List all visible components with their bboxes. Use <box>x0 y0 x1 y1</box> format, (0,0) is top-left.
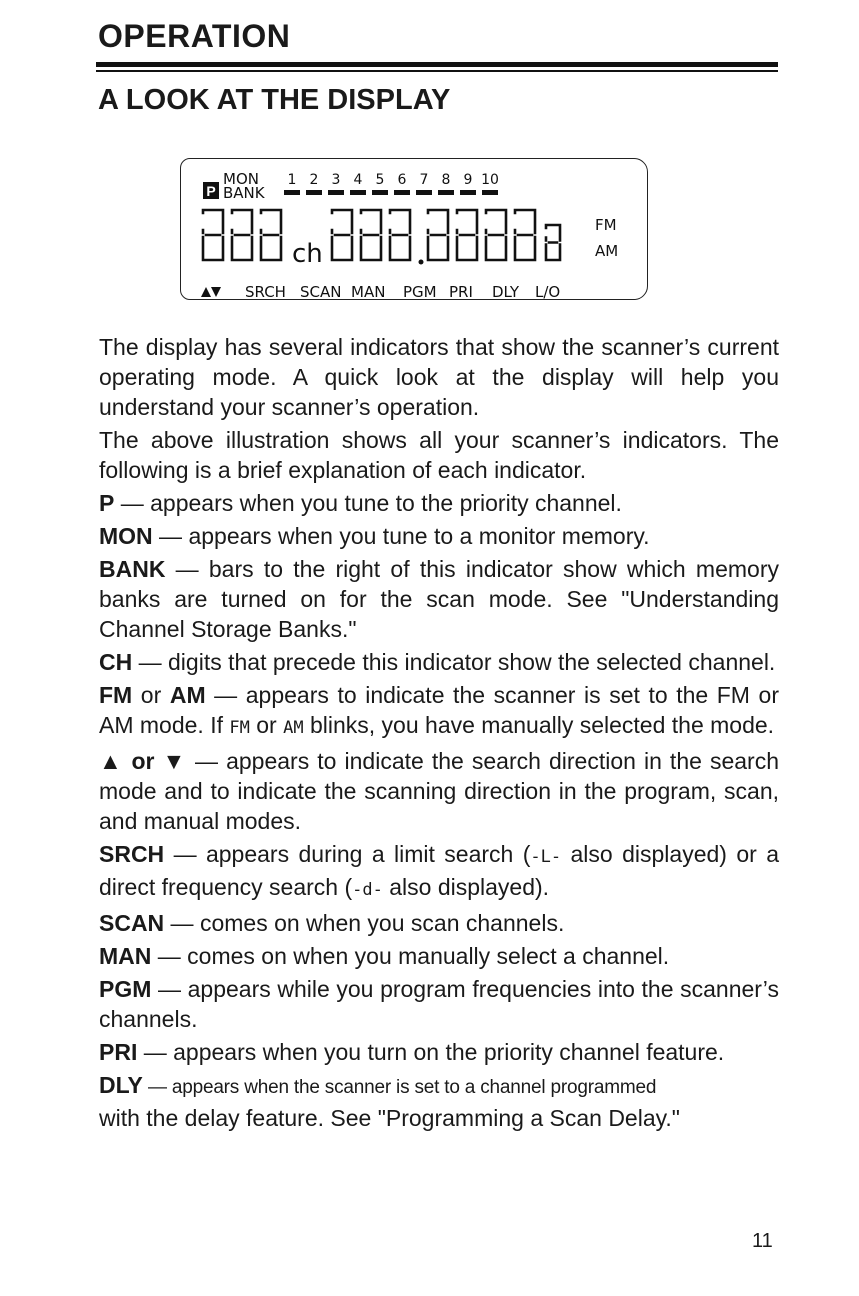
indicator-label-srch: SRCH <box>245 283 286 301</box>
indicator-pri <box>99 1037 779 1067</box>
bank-number: 6 <box>397 172 407 188</box>
desc-p: — appears when you tune to the priority channel. <box>114 490 622 516</box>
term-arrows: ▲ or ▼ <box>99 748 187 774</box>
desc-pgm: — appears while you program frequencies into the scanner’s channels. <box>99 976 779 1032</box>
section-title: OPERATION <box>98 18 291 54</box>
code-fm: FM <box>229 718 250 738</box>
lcd-display-svg <box>181 159 649 301</box>
bank-number: 5 <box>375 172 385 188</box>
bank-bars <box>284 190 498 195</box>
term-am: AM <box>169 682 206 708</box>
page-number: 11 <box>752 1230 773 1252</box>
indicator-label-lo: L/O <box>535 283 561 301</box>
direction-arrows-icon <box>201 287 221 297</box>
desc-scan: — comes on when you scan channels. <box>164 910 565 936</box>
desc-bank: — bars to the right of this indicator show which memory banks are turned on for the scan mode. See "Understanding Channel Storage Banks." <box>99 556 779 642</box>
priority-icon <box>203 182 219 199</box>
bank-bar <box>482 190 498 195</box>
indicator-label-man: MAN <box>351 283 386 301</box>
desc-man: — comes on when you manually select a channel. <box>151 943 670 969</box>
indicator-pgm <box>99 974 779 1034</box>
desc-srch-3: also displayed). <box>382 874 550 900</box>
bank-bar <box>372 190 388 195</box>
frequency-digit <box>390 210 410 260</box>
indicator-dly <box>99 1070 779 1133</box>
indicator-fm-am <box>99 680 779 743</box>
indicator-label-scan: SCAN <box>300 283 342 301</box>
term-mon: MON <box>99 523 153 549</box>
term-man: MAN <box>99 943 152 969</box>
indicator-label-pri: PRI <box>449 283 473 301</box>
intro-paragraph-2: The above illustration shows all your scanner’s indicators. The following is a brief explanation of each indicator. <box>99 427 779 483</box>
frequency-digit <box>428 210 448 260</box>
bank-bar <box>438 190 454 195</box>
desc-mon: — appears when you tune to a monitor memory. <box>152 523 650 549</box>
desc-fm-am-1: — appears to indicate the scanner is set to the FM or AM mode. If <box>99 682 779 738</box>
ch-indicator: ch <box>292 239 323 269</box>
term-pgm: PGM <box>99 976 152 1002</box>
desc-dly-1: — appears when the scanner is set to a channel programmed <box>142 1077 657 1098</box>
word-or-2: or <box>249 712 284 738</box>
small-frequency-digit <box>546 225 560 260</box>
term-srch: SRCH <box>99 841 165 867</box>
bank-number: 1 <box>287 172 297 188</box>
term-dly: DLY <box>99 1072 143 1098</box>
term-bank: BANK <box>99 556 166 582</box>
term-pri: PRI <box>99 1039 138 1065</box>
priority-icon-letter: P <box>206 183 216 199</box>
indicator-srch <box>99 839 779 905</box>
bank-number: 3 <box>331 172 341 188</box>
bank-bar <box>284 190 300 195</box>
bank-bar <box>328 190 344 195</box>
code-am: AM <box>283 718 304 738</box>
term-fm: FM <box>99 682 133 708</box>
frequency-digit <box>457 210 477 260</box>
bank-bar <box>350 190 366 195</box>
bank-number: 7 <box>419 172 429 188</box>
header-rule-thin <box>96 70 778 72</box>
body-text <box>99 332 779 1133</box>
term-p: P <box>99 490 115 516</box>
indicator-ch <box>99 647 779 677</box>
frequency-digit <box>515 210 535 260</box>
indicator-p <box>99 488 779 518</box>
bank-bar <box>460 190 476 195</box>
indicator-label-dly: DLY <box>492 283 520 301</box>
bank-number: 2 <box>309 172 319 188</box>
bank-label: BANK <box>223 184 265 202</box>
desc-ch: — digits that precede this indicator show the selected channel. <box>132 649 776 675</box>
word-or: or <box>132 682 170 708</box>
indicator-arrows <box>99 746 779 836</box>
frequency-digit <box>332 210 352 260</box>
indicator-bank <box>99 554 779 644</box>
term-ch: CH <box>99 649 133 675</box>
term-scan: SCAN <box>99 910 165 936</box>
desc-arrows: — appears to indicate the search direction in the search mode and to indicate the scanning direction in the program, scan, and manual modes. <box>99 748 779 834</box>
indicator-scan <box>99 908 779 938</box>
frequency-digit <box>486 210 506 260</box>
channel-digit <box>203 210 223 260</box>
bank-numbers <box>288 172 499 188</box>
bottom-labels <box>245 283 560 301</box>
bank-number: 8 <box>441 172 451 188</box>
bank-bar <box>416 190 432 195</box>
code-limit: -L- <box>530 847 562 867</box>
desc-srch-1: — appears during a limit search ( <box>164 841 531 867</box>
desc-dly-2: with the delay feature. See "Programming a Scan Delay." <box>99 1105 680 1131</box>
bank-bar <box>394 190 410 195</box>
channel-digit <box>232 210 252 260</box>
fm-indicator: FM <box>595 216 617 234</box>
bank-number: 10 <box>481 172 499 188</box>
header-rule-thick <box>96 62 778 67</box>
desc-fm-am-2: blinks, you have manually selected the mode. <box>303 712 775 738</box>
bank-number: 9 <box>463 172 473 188</box>
am-indicator: AM <box>595 242 619 260</box>
frequency-digit <box>361 210 381 260</box>
lcd-display-illustration <box>180 158 648 300</box>
mon-label: MON <box>223 170 259 188</box>
indicator-mon <box>99 521 779 551</box>
sub-title: A LOOK AT THE DISPLAY <box>98 84 451 116</box>
bank-bar <box>306 190 322 195</box>
desc-pri: — appears when you turn on the priority channel feature. <box>137 1039 725 1065</box>
code-direct: -d- <box>352 880 383 900</box>
seven-segment-digits <box>203 210 560 265</box>
indicator-label-pgm: PGM <box>403 283 437 301</box>
desc-srch-2: also displayed) or a direct frequency search ( <box>99 841 779 900</box>
decimal-point <box>419 260 424 265</box>
intro-paragraph-1: The display has several indicators that show the scanner’s current operating mode. A quick look at the display will help you understand your scanner’s operation. <box>99 334 779 420</box>
channel-digit <box>261 210 281 260</box>
indicator-man <box>99 941 779 971</box>
bank-number: 4 <box>353 172 363 188</box>
